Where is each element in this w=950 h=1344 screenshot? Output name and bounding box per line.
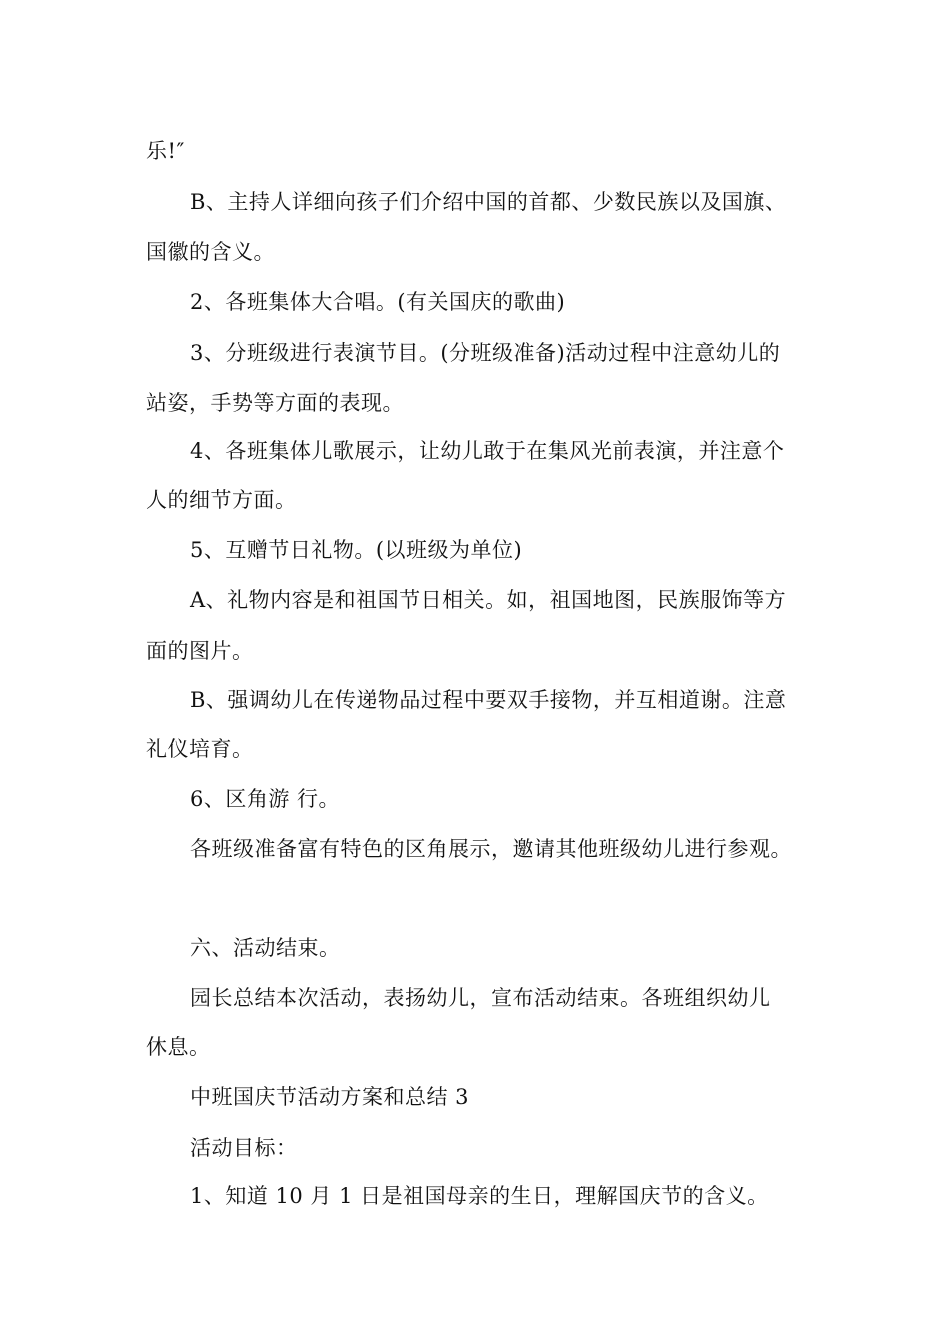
text-line: 1、知道 10 月 1 日是祖国母亲的生日，理解国庆节的含义。 (190, 1184, 769, 1208)
text-line: 5、互赠节日礼物。(以班级为单位) (190, 538, 523, 562)
text-line: B、主持人详细向孩子们介绍中国的首都、少数民族以及国旗、 (190, 190, 787, 214)
text-line: 面的图片。 (146, 639, 254, 663)
text-line: 4、各班集体儿歌展示，让幼儿敢于在集风光前表演，并注意个 (190, 439, 785, 463)
text-line: 乐!″ (146, 139, 185, 163)
text-line: 休息。 (146, 1035, 211, 1059)
document-title: 中班国庆节活动方案和总结 3 (190, 1085, 470, 1109)
text-line: 6、区角游 行。 (190, 787, 341, 811)
text-line: 站姿，手势等方面的表现。 (146, 391, 404, 415)
text-line: 国徽的含义。 (146, 240, 275, 264)
text-line: 3、分班级进行表演节目。(分班级准备)活动过程中注意幼儿的 (190, 341, 781, 365)
text-line: B、强调幼儿在传递物品过程中要双手接物，并互相道谢。注意 (190, 688, 787, 712)
text-line: 各班级准备富有特色的区角展示，邀请其他班级幼儿进行参观。 (190, 837, 792, 861)
text-line: 园长总结本次活动，表扬幼儿，宣布活动结束。各班组织幼儿 (190, 986, 771, 1010)
section-heading: 活动目标： (190, 1136, 298, 1160)
text-line: 人的细节方面。 (146, 488, 297, 512)
section-heading: 六、活动结束。 (190, 936, 341, 960)
text-line: A、礼物内容是和祖国节日相关。如，祖国地图，民族服饰等方 (190, 588, 787, 612)
text-line: 礼仪培育。 (146, 737, 254, 761)
text-line: 2、各班集体大合唱。(有关国庆的歌曲) (190, 290, 566, 314)
